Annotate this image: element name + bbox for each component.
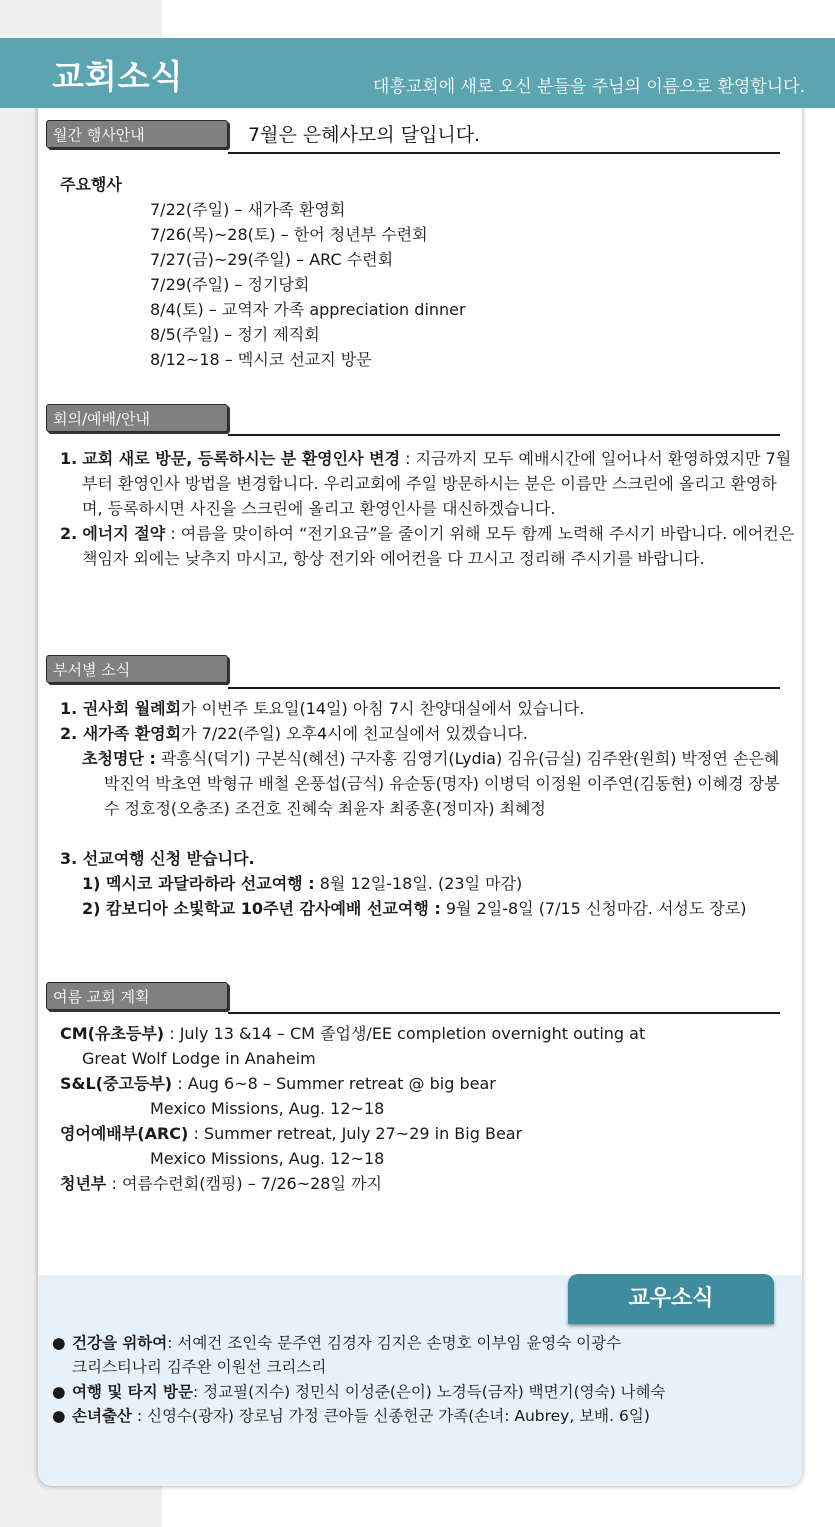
invite-names: 곽흥식(덕기) 구본식(혜선) 구자홍 김영기(Lydia) 김유(금실) 김주완(원희) 박정연 손은혜 박진억 박초연 박형규 배철 온풍섭(금식) 유순동(명자) 이병덕 이정원 이주연(김동현) 이혜경 장봉수 정호정(오충조) 조건호 진혜숙 최윤자 최종훈(정미자) 최혜정 bbox=[104, 749, 780, 818]
section-label-summer: 여름 교회 계획 bbox=[46, 982, 228, 1010]
page-subtitle: 대흥교회에 새로 오신 분들을 주님의 이름으로 환영합니다. bbox=[373, 77, 805, 97]
members-news-item: ● 여행 및 타지 방문: 정교필(지수) 정민식 이성준(은이) 노경득(금자) 백면기(영숙) 나혜숙 bbox=[52, 1380, 665, 1404]
summer-plan-sl-detail: Mexico Missions, Aug. 12~18 bbox=[150, 1099, 385, 1118]
bullet-icon: ● bbox=[52, 1383, 66, 1401]
meeting-item-text: : 여름을 맞이하여 “전기요금”을 줄이기 위해 모두 함께 노력해 주시기 바랍니다. 에어컨은 책임자 외에는 낮추지 마시고, 항상 전기와 에어컨을 다 끄시고 정리해 주시기를 바랍니다. bbox=[82, 524, 795, 568]
bullet-icon: ● bbox=[52, 1407, 66, 1425]
bullet-icon: ● bbox=[52, 1334, 66, 1352]
event-item: 8/5(주일) – 정기 제직회 bbox=[150, 325, 320, 344]
summer-plan-sl: S&L(중고등부) : Aug 6~8 – Summer retreat @ big bear bbox=[60, 1074, 496, 1093]
summer-plan-cm: CM(유초등부) : July 13 &14 – CM 졸업생/EE completion overnight outing at bbox=[60, 1024, 646, 1043]
meeting-item-title: 교회 새로 방문, 등록하시는 분 환영인사 변경 bbox=[82, 449, 401, 468]
page-title: 교회소식 bbox=[52, 57, 184, 96]
members-news-tab: 교우소식 bbox=[568, 1274, 774, 1324]
members-news-item: ● 건강을 위하여: 서예건 조인숙 문주연 김경자 김지은 손명호 이부임 윤영숙 이광수 bbox=[52, 1331, 621, 1355]
mission-trip-item: 2) 캄보디아 소빛학교 10주년 감사예배 선교여행 : 9월 2일-8일 (7/15 신청마감. 서성도 장로) bbox=[82, 899, 747, 918]
event-item: 7/22(주일) – 새가족 환영회 bbox=[150, 200, 346, 219]
section-label-meeting: 회의/예배/안내 bbox=[46, 404, 228, 432]
meeting-list bbox=[60, 446, 795, 571]
summer-plan-youth: 청년부 : 여름수련회(캠핑) – 7/26~28일 까지 bbox=[60, 1174, 382, 1193]
dept-item: 3. 선교여행 신청 받습니다. bbox=[60, 849, 255, 868]
event-item: 7/29(주일) – 정기당회 bbox=[150, 275, 310, 294]
invite-list bbox=[82, 746, 794, 821]
meeting-item: 2. 에너지 절약 : 여름을 맞이하여 “전기요금”을 줄이기 위해 모두 함께 노력해 주시기 바랍니다. 에어컨은 책임자 외에는 낮추지 마시고, 항상 전기와 에어컨을 다 끄시고 정리해 주시기를 바랍니다. bbox=[60, 524, 795, 568]
meeting-item-title: 에너지 절약 bbox=[82, 524, 166, 543]
section-divider bbox=[228, 434, 780, 436]
event-item: 8/4(토) – 교역자 가족 appreciation dinner bbox=[150, 300, 466, 319]
summer-plan-cm-detail: Great Wolf Lodge in Anaheim bbox=[82, 1049, 316, 1068]
summer-plan-arc: 영어예배부(ARC) : Summer retreat, July 27~29 in Big Bear bbox=[60, 1124, 523, 1143]
section-divider bbox=[228, 152, 780, 154]
section-divider bbox=[228, 687, 780, 689]
members-news-item: ● 손녀출산 : 신영수(광자) 장로님 가정 큰아들 신종헌군 가족(손녀: Aubrey, 보배. 6일) bbox=[52, 1404, 650, 1428]
members-news-item-cont: 크리스티나리 김주완 이원선 크리스리 bbox=[72, 1358, 327, 1376]
summer-plan-arc-detail: Mexico Missions, Aug. 12~18 bbox=[150, 1149, 385, 1168]
invite-label: 초청명단 : bbox=[82, 749, 156, 768]
event-item: 7/27(금)~29(주일) – ARC 수련회 bbox=[150, 250, 394, 269]
event-item: 7/26(목)~28(토) – 한어 청년부 수련회 bbox=[150, 225, 428, 244]
dept-item: 1. 권사회 월례회가 이번주 토요일(14일) 아침 7시 찬양대실에서 있습니다. bbox=[60, 699, 585, 718]
section-label-monthly: 월간 행사안내 bbox=[46, 120, 228, 148]
section-label-dept: 부서별 소식 bbox=[46, 655, 228, 683]
monthly-headline: 7월은 은혜사모의 달입니다. bbox=[248, 124, 481, 146]
mission-trip-item: 1) 멕시코 과달라하라 선교여행 : 8월 12일-18일. (23일 마감) bbox=[82, 874, 523, 893]
dept-item: 2. 새가족 환영회가 7/22(주일) 오후4시에 친교실에서 있겠습니다. bbox=[60, 724, 528, 743]
meeting-item: 1. 교회 새로 방문, 등록하시는 분 환영인사 변경 : 지금까지 모두 예배시간에 일어나서 환영하였지만 7월부터 환영인사 방법을 변경합니다. 우리교회에 주일 방문하시는 분은 이름만 스크린에 올리고 환영하며, 등록하시면 사진을 스크린에 올리고 환영인사를 대신하겠습니다. bbox=[60, 449, 792, 518]
event-item: 8/12~18 – 멕시코 선교지 방문 bbox=[150, 350, 372, 369]
section-divider bbox=[228, 1012, 780, 1014]
meeting-item-text: : 지금까지 모두 예배시간에 일어나서 환영하였지만 7월부터 환영인사 방법을 변경합니다. 우리교회에 주일 방문하시는 분은 이름만 스크린에 올리고 환영하며, 등록하시면 사진을 스크린에 올리고 환영인사를 대신하겠습니다. bbox=[82, 449, 792, 518]
events-title: 주요행사 bbox=[60, 175, 122, 194]
